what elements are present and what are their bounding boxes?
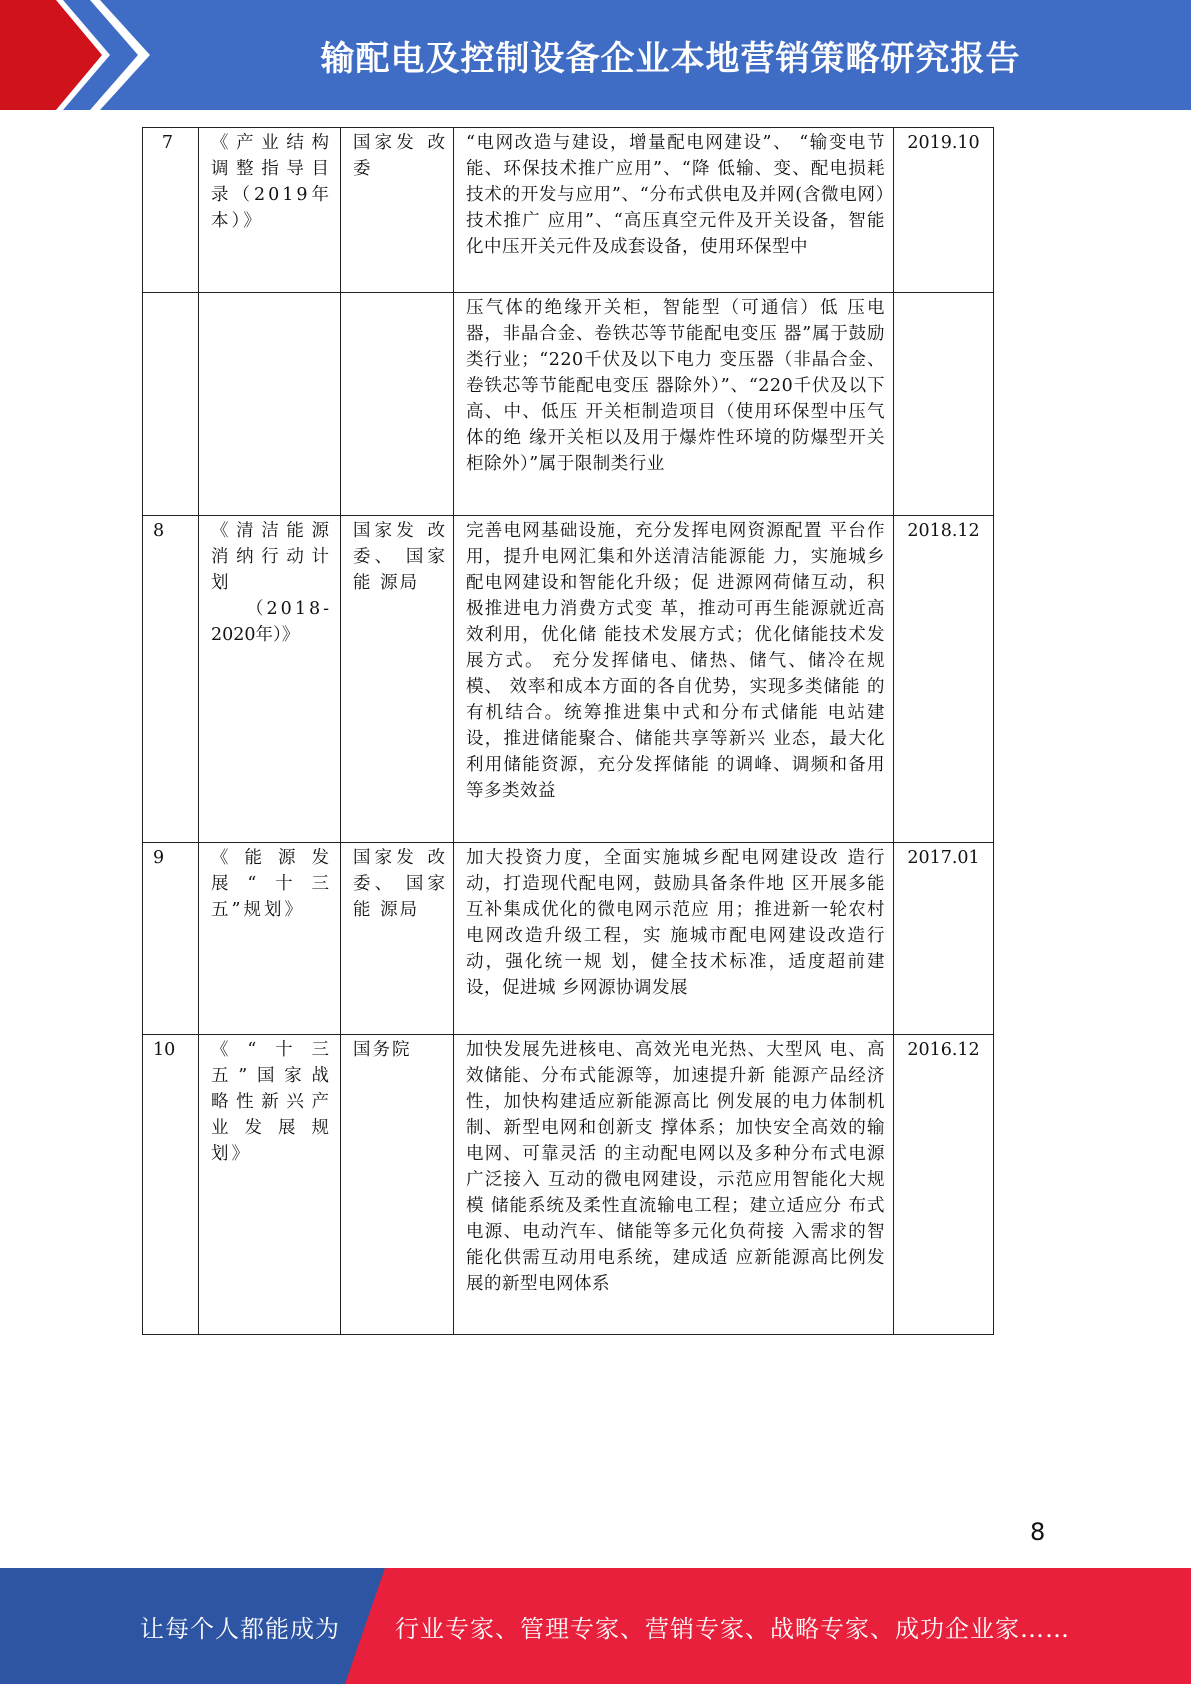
policy-name: 《产业结构调整指导目录（2019年本）》 [199,128,341,293]
footer-slogan-right: 行业专家、管理专家、营销专家、战略专家、成功企业家…… [395,1614,1070,1643]
issuer: 国家发 改委 [341,128,454,293]
policy-content: 完善电网基础设施，充分发挥电网资源配置 平台作用，提升电网汇集和外送清洁能源能 力，实施城乡配电网建设和智能化升级；促 进源网荷储互动，积极推进电力消费方式变 革，推动可再生能源就近高效利用，优化储 能技术发展方式；优化储能技术发展方式。 充分发挥储电、储热、储气、储冷在规模、 效率和成本方面的各自优势，实现多类储能 的有机结合。统筹推进集中式和分布式储能 电站建设，推进储能聚合、储能共享等新兴 业态，最大化利用储能资源，充分发挥储能 的调峰、调频和备用等多类效益 [454,516,894,843]
policy-name: 《“十三 五”国家战 略性新兴产 业发展规 划》 [199,1035,341,1335]
red-chevron-decoration [0,0,150,110]
issuer: 国家发 改委、 国家能 源局 [341,843,454,1035]
policy-content: 加快发展先进核电、高效光电光热、大型风 电、高效储能、分布式能源等，加速提升新 能源产品经济性，加快构建适应新能源高比 例发展的电力体制机制、新型电网和创新支 撑体系；加快安全高效的输电网、可靠灵活 的主动配电网以及多种分布式电源广泛接入 互动的微电网建设，示范应用智能化大规模 储能系统及柔性直流输电工程；建立适应分 布式电源、电动汽车、储能等多元化负荷接 入需求的智能化供需互动用电系统，建成适 应新能源高比例发展的新型电网体系 [454,1035,894,1335]
report-title: 输配电及控制设备企业本地营销策略研究报告 [320,38,1021,79]
header-banner [0,0,1191,110]
table-row [143,516,994,843]
footer-banner [0,1568,1191,1684]
table-row [143,843,994,1035]
policy-table [142,127,994,1335]
policy-name-line: 《清洁能源消纳行动计划 [211,521,332,593]
policy-content: “电网改造与建设，增量配电网建设”、 “输变电节能、环保技术推广应用”、“降 低输、变、配电损耗技术的开发与应用”、“分布式供电及并网(含微电网）技术推广 应用”、“高压真空元件及开关设备，智能 化中压开关元件及成套设备，使用环保型中 [454,128,894,293]
issuer: 国务院 [341,1035,454,1335]
issue-date [894,293,994,516]
policy-name [199,516,341,843]
page-number: 8 [1030,1518,1046,1546]
issue-date: 2018.12 [894,516,994,843]
table-row [143,1035,994,1335]
row-number: 10 [143,1035,199,1335]
issue-date: 2019.10 [894,128,994,293]
issuer [341,293,454,516]
policy-name [199,293,341,516]
row-number [143,293,199,516]
row-number: 7 [143,128,199,293]
table-row [143,128,994,293]
policy-name: 《能源发展“十三五”规划》 [199,843,341,1035]
row-number: 9 [143,843,199,1035]
policy-name-line: （2018- [246,599,332,619]
issue-date: 2017.01 [894,843,994,1035]
policy-name-line: 2020年）》 [211,625,300,645]
table-row [143,293,994,516]
policy-content: 压气体的绝缘开关柜，智能型（可通信）低 压电器，非晶合金、卷铁芯等节能配电变压 器”属于鼓励类行业；“220千伏及以下电力 变压器（非晶合金、卷铁芯等节能配电变压 器除外）”、“220千伏及以下高、中、低压 开关柜制造项目（使用环保型中压气体的绝 缘开关柜以及用于爆炸性环境的防爆型开关 柜除外）”属于限制类行业 [454,293,894,516]
footer-slogan-left: 让每个人都能成为 [140,1614,340,1643]
issue-date: 2016.12 [894,1035,994,1335]
policy-content: 加大投资力度，全面实施城乡配电网建设改 造行动，打造现代配电网，鼓励具备条件地 区开展多能互补集成优化的微电网示范应 用；推进新一轮农村电网改造升级工程，实 施城市配电网建设改造行动，强化统一规 划，健全技术标准，适度超前建设，促进城 乡网源协调发展 [454,843,894,1035]
issuer: 国家发 改委、 国家能 源局 [341,516,454,843]
row-number: 8 [143,516,199,843]
